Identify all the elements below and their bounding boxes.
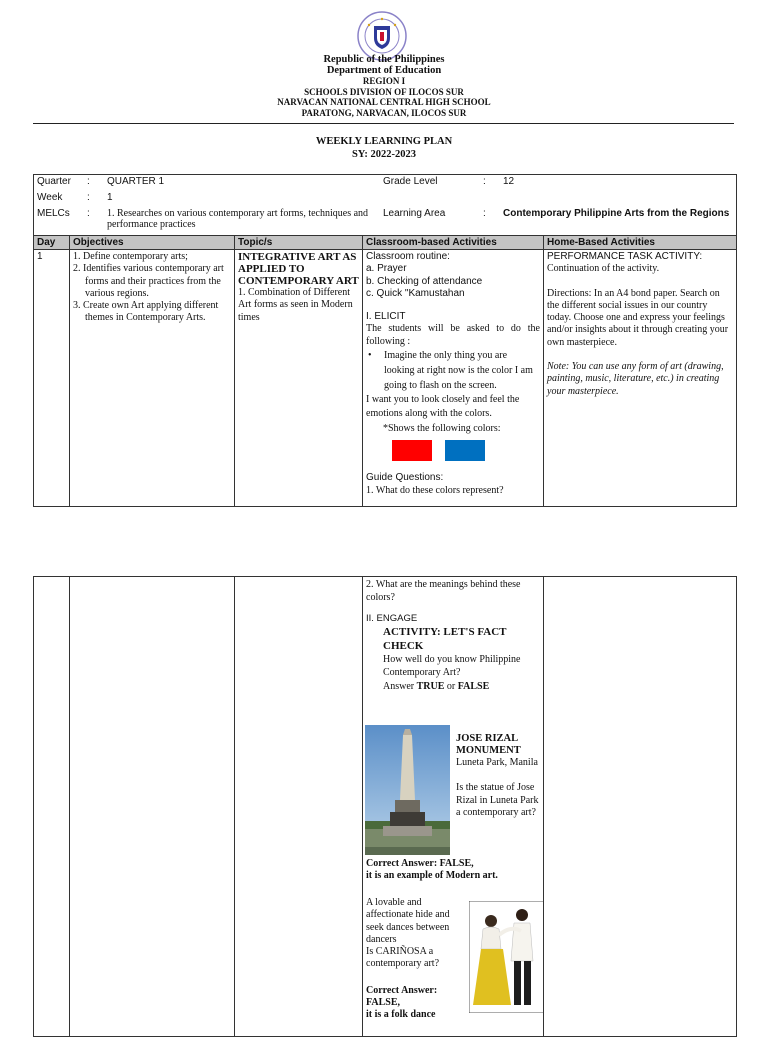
answer-prefix: Answer xyxy=(383,681,417,693)
home-task-title: PERFORMANCE TASK ACTIVITY: xyxy=(547,251,703,262)
quarter-colon: : xyxy=(87,176,90,187)
grade-label: Grade Level xyxy=(383,176,438,187)
monument-title: JOSE RIZAL MONUMENT xyxy=(456,733,521,756)
elicit-bullet: Imagine the only thing you are looking at right now is the color I am going to flash on the screen. xyxy=(384,350,533,392)
objective-3: 3. Create own Art applying different themes in Contemporary Arts. xyxy=(73,300,219,324)
area-value: Contemporary Philippine Arts from the Regions xyxy=(503,208,730,219)
monument-place: Luneta Park, Manila xyxy=(456,757,538,768)
classroom-activities-continued xyxy=(363,577,544,1037)
monument-text xyxy=(456,733,544,819)
day1-row xyxy=(34,250,737,507)
col-objectives: Objectives xyxy=(70,236,235,250)
header-region: REGION I xyxy=(362,76,406,86)
col-classroom-activities: Classroom-based Activities xyxy=(363,236,544,250)
dance-description: A lovable and affectionate hide and seek dances between dancers xyxy=(366,897,450,945)
learning-plan-table-page1 xyxy=(33,174,737,507)
home-activities-cell xyxy=(544,250,737,507)
engage-heading: II. ENGAGE xyxy=(366,613,418,624)
rizal-monument-photo xyxy=(365,725,450,855)
home-note: Note: You can use any form of art (drawing, painting, music, literature, etc.) in creating your masterpiece. xyxy=(547,361,724,397)
meta-table xyxy=(34,175,736,231)
activity-question: How well do you know Philippine Contemporary Art? xyxy=(383,654,521,679)
routine-attendance: b. Checking of attendance xyxy=(366,275,483,287)
objectives-cell-empty xyxy=(70,577,235,1037)
day-cell-empty xyxy=(34,577,70,1037)
objective-2: 2. Identifies various contemporary art forms and their practices from the various regions. xyxy=(73,263,224,299)
grade-value: 12 xyxy=(503,176,515,187)
week-label: Week xyxy=(37,192,63,203)
topic-cell-empty xyxy=(235,577,363,1037)
elicit-follow: I want you to look closely and feel the emotions along with the colors. xyxy=(366,394,520,420)
objectives-cell xyxy=(70,250,235,507)
quarter-label: Quarter xyxy=(37,176,71,187)
color-swatches xyxy=(366,440,540,464)
area-colon: : xyxy=(483,208,486,219)
col-day: Day xyxy=(34,236,70,250)
guide-title: Guide Questions: xyxy=(366,472,444,484)
header-republic: Republic of the Philippines xyxy=(323,54,445,65)
meta-cell xyxy=(34,175,737,236)
home-directions: Directions: In an A4 bond paper. Search on the different social issues in our country today. Choose one and express your feelings and/or insights about it through creating your own masterpiece. xyxy=(547,287,729,348)
school-year: SY: 2022-2023 xyxy=(351,149,417,160)
blue-swatch xyxy=(445,440,485,461)
elicit-intro: The students will be asked to do the following : xyxy=(366,323,540,347)
guide-question-2: 2. What are the meanings behind these colors? xyxy=(366,579,521,603)
quarter-value: QUARTER 1 xyxy=(107,176,165,187)
answer-true: TRUE xyxy=(416,681,445,693)
routine-title: Classroom routine: xyxy=(366,251,450,262)
header-lines xyxy=(0,55,768,118)
dance-text xyxy=(366,897,464,1022)
column-header-row xyxy=(34,236,737,250)
guide-question-1: 1. What do these colors represent? xyxy=(366,484,504,496)
grade-colon: : xyxy=(483,176,486,187)
activity-title: ACTIVITY: LET'S FACT CHECK xyxy=(383,626,507,653)
topic-subtitle: 1. Combination of Different Art forms as seen in Modern times xyxy=(238,287,353,323)
topic-cell xyxy=(235,250,363,507)
red-swatch xyxy=(392,440,432,461)
header-school: NARVACAN NATIONAL CENTRAL HIGH SCHOOL xyxy=(277,97,491,107)
melcs-label: MELCs xyxy=(37,208,70,219)
plan-title: WEEKLY LEARNING PLAN xyxy=(315,136,453,147)
classroom-activities-cell xyxy=(363,250,544,507)
elicit-bullet-item xyxy=(366,348,540,393)
bullet-dot: • xyxy=(368,350,372,362)
col-topics: Topic/s xyxy=(235,236,363,250)
header-division: SCHOOLS DIVISION OF ILOCOS SUR xyxy=(304,86,464,97)
dance-question: Is CARIÑOSA a contemporary art? xyxy=(366,946,440,970)
home-activities-cell-empty xyxy=(544,577,737,1037)
day1-continued-row xyxy=(34,577,737,1037)
shows-colors-text: *Shows the following colors: xyxy=(383,423,501,435)
dance-answer-line2: it is a folk dance xyxy=(366,1009,436,1021)
answer-false: FALSE xyxy=(457,681,490,693)
topic-title: INTEGRATIVE ART AS APPLIED TO CONTEMPORARY ART xyxy=(238,251,359,287)
meta-row xyxy=(34,175,737,236)
day-number: 1 xyxy=(34,250,70,507)
elicit-heading: I. ELICIT xyxy=(366,311,406,323)
document-title xyxy=(0,135,768,161)
melcs-value: 1. Researches on various contemporary art forms, techniques and performance practices xyxy=(107,208,369,230)
routine-kamustahan: c. Quick "Kamustahan xyxy=(366,287,465,299)
learning-plan-table-page2 xyxy=(33,576,737,1037)
week-colon: : xyxy=(87,192,90,203)
area-label: Learning Area xyxy=(383,208,446,219)
answer-or: or xyxy=(444,681,458,693)
routine-prayer: a. Prayer xyxy=(366,263,407,275)
objective-1: 1. Define contemporary arts; xyxy=(73,251,188,262)
header-deped: Department of Education xyxy=(326,64,442,76)
monument-question: Is the statue of Jose Rizal in Luneta Park a contemporary art? xyxy=(456,782,539,818)
monument-answer-line2: it is an example of Modern art. xyxy=(366,870,498,882)
carinosa-dancers-photo xyxy=(469,901,544,1013)
monument-answer-line1: Correct Answer: FALSE, xyxy=(366,858,474,869)
melcs-colon: : xyxy=(87,208,90,219)
monument-answer xyxy=(366,858,544,883)
header-address: PARATONG, NARVACAN, ILOCOS SUR xyxy=(301,107,467,118)
home-task-continuation: Continuation of the activity. xyxy=(547,263,660,275)
dance-answer-line1: Correct Answer: FALSE, xyxy=(366,984,438,1009)
col-home-activities: Home-Based Activities xyxy=(544,236,737,250)
week-value: 1 xyxy=(107,192,113,203)
header-divider xyxy=(33,123,734,124)
answer-instruction xyxy=(366,681,540,693)
